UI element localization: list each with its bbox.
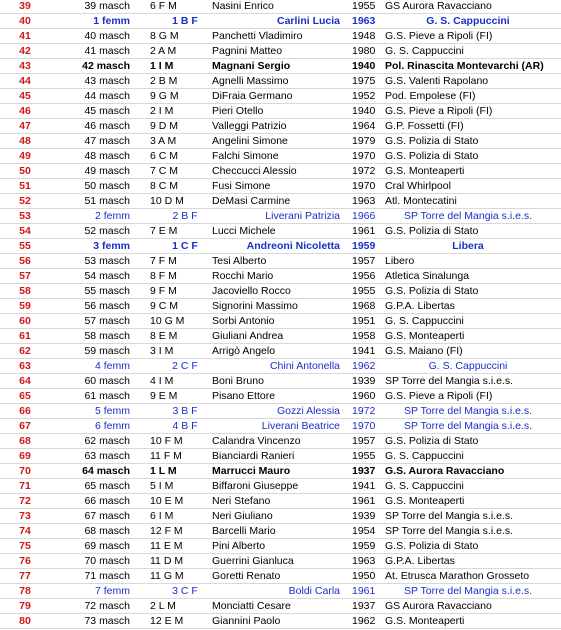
category-count-cell: 56 masch	[84, 300, 130, 312]
table-row	[0, 509, 561, 524]
birth-year-cell: 1940	[352, 60, 376, 72]
position-cell: 63	[19, 360, 31, 372]
category-count-cell: 5 femm	[94, 405, 130, 417]
position-cell: 76	[19, 555, 31, 567]
position-cell: 41	[19, 30, 31, 42]
position-cell: 60	[19, 315, 31, 327]
birth-year-cell: 1963	[352, 195, 376, 207]
table-row	[0, 569, 561, 584]
table-row	[0, 434, 561, 449]
position-cell: 67	[19, 420, 31, 432]
birth-year-cell: 1939	[352, 510, 376, 522]
table-row	[0, 449, 561, 464]
class-rank-cell: 8 G M	[150, 30, 179, 42]
birth-year-cell: 1954	[352, 525, 376, 537]
birth-year-cell: 1979	[352, 135, 376, 147]
category-count-cell: 61 masch	[84, 390, 130, 402]
category-count-cell: 59 masch	[84, 345, 130, 357]
class-rank-cell: 2 L M	[150, 600, 176, 612]
table-row	[0, 59, 561, 74]
club-cell: GS Aurora Ravacciano	[385, 0, 492, 12]
class-rank-cell: 7 E M	[150, 225, 178, 237]
table-row	[0, 614, 561, 629]
category-count-cell: 68 masch	[84, 525, 130, 537]
club-cell: G.S. Aurora Ravacciano	[385, 465, 505, 477]
category-count-cell: 6 femm	[94, 420, 130, 432]
class-rank-cell: 2 B M	[150, 75, 178, 87]
category-count-cell: 51 masch	[84, 195, 130, 207]
athlete-name-cell: Checcucci Alessio	[212, 165, 297, 177]
class-rank-cell: 10 D M	[150, 195, 184, 207]
birth-year-cell: 1961	[352, 495, 376, 507]
athlete-name-cell: Calandra Vincenzo	[212, 435, 301, 447]
club-cell: Libero	[385, 255, 415, 267]
class-rank-cell: 1 L M	[150, 465, 177, 477]
birth-year-cell: 1970	[352, 420, 376, 432]
position-cell: 44	[19, 75, 31, 87]
class-rank-cell: 4 I M	[150, 375, 174, 387]
birth-year-cell: 1958	[352, 330, 376, 342]
category-count-cell: 63 masch	[84, 450, 130, 462]
athlete-name-cell: Barcelli Mario	[212, 525, 276, 537]
class-rank-cell: 9 G M	[150, 90, 179, 102]
athlete-name-cell: Pieri Otello	[212, 105, 264, 117]
category-count-cell: 50 masch	[84, 180, 130, 192]
club-cell: G.S. Polizia di Stato	[385, 225, 479, 237]
athlete-name-cell: Neri Giuliano	[212, 510, 273, 522]
table-row	[0, 524, 561, 539]
athlete-name-cell: Carlini Lucia	[276, 15, 340, 27]
category-count-cell: 53 masch	[84, 255, 130, 267]
position-cell: 57	[19, 270, 31, 282]
table-row	[0, 299, 561, 314]
category-count-cell: 42 masch	[82, 60, 130, 72]
club-cell: G. S. Cappuccini	[385, 45, 464, 57]
table-row	[0, 194, 561, 209]
category-count-cell: 48 masch	[84, 150, 130, 162]
category-count-cell: 67 masch	[84, 510, 130, 522]
class-rank-cell: 8 E M	[150, 330, 178, 342]
athlete-name-cell: Pisano Ettore	[212, 390, 276, 402]
table-row	[0, 239, 561, 254]
position-cell: 74	[19, 525, 31, 537]
position-cell: 58	[19, 285, 31, 297]
class-rank-cell: 8 C M	[150, 180, 179, 192]
position-cell: 50	[19, 165, 31, 177]
birth-year-cell: 1950	[352, 570, 376, 582]
athlete-name-cell: Guerrini Gianluca	[212, 555, 294, 567]
athlete-name-cell: Sorbi Antonio	[212, 315, 275, 327]
table-row	[0, 89, 561, 104]
position-cell: 56	[19, 255, 31, 267]
athlete-name-cell: DiFraia Germano	[212, 90, 293, 102]
club-cell: G.S. Pieve a Ripoli (FI)	[385, 105, 493, 117]
athlete-name-cell: Tesi Alberto	[212, 255, 267, 267]
athlete-name-cell: Bianciardi Ranieri	[212, 450, 295, 462]
birth-year-cell: 1937	[352, 465, 376, 477]
birth-year-cell: 1960	[352, 390, 376, 402]
position-cell: 40	[19, 15, 31, 27]
birth-year-cell: 1972	[352, 165, 376, 177]
table-row	[0, 314, 561, 329]
club-cell: G.S. Monteaperti	[385, 165, 465, 177]
club-cell: G.S. Polizia di Stato	[385, 435, 479, 447]
club-cell: G.S. Pieve a Ripoli (FI)	[385, 390, 493, 402]
table-row	[0, 599, 561, 614]
birth-year-cell: 1961	[352, 585, 376, 597]
table-row	[0, 29, 561, 44]
club-cell: G.S. Polizia di Stato	[385, 135, 479, 147]
club-cell: G. S. Cappuccini	[385, 450, 464, 462]
athlete-name-cell: Panchetti Vladimiro	[212, 30, 303, 42]
athlete-name-cell: Valleggi Patrizio	[212, 120, 287, 132]
birth-year-cell: 1962	[352, 360, 376, 372]
class-rank-cell: 9 C M	[150, 300, 179, 312]
category-count-cell: 44 masch	[84, 90, 130, 102]
class-rank-cell: 12 F M	[150, 525, 183, 537]
birth-year-cell: 1937	[352, 600, 376, 612]
athlete-name-cell: Goretti Renato	[212, 570, 281, 582]
category-count-cell: 7 femm	[94, 585, 130, 597]
birth-year-cell: 1940	[352, 105, 376, 117]
class-rank-cell: 7 C M	[150, 165, 179, 177]
athlete-name-cell: Neri Stefano	[212, 495, 271, 507]
class-rank-cell: 1 C F	[172, 240, 198, 252]
category-count-cell: 60 masch	[84, 375, 130, 387]
category-count-cell: 2 femm	[94, 210, 130, 222]
category-count-cell: 4 femm	[94, 360, 130, 372]
category-count-cell: 40 masch	[84, 30, 130, 42]
club-cell: Pol. Rinascita Montevarchi (AR)	[385, 60, 544, 72]
birth-year-cell: 1948	[352, 30, 376, 42]
club-cell: SP Torre del Mangia s.i.e.s.	[403, 405, 532, 417]
table-row	[0, 134, 561, 149]
category-count-cell: 47 masch	[84, 135, 130, 147]
table-row	[0, 374, 561, 389]
category-count-cell: 65 masch	[84, 480, 130, 492]
athlete-name-cell: Giannini Paolo	[212, 615, 281, 627]
athlete-name-cell: Andreoni Nicoletta	[246, 240, 340, 252]
position-cell: 66	[19, 405, 31, 417]
category-count-cell: 69 masch	[84, 540, 130, 552]
class-rank-cell: 5 I M	[150, 480, 174, 492]
position-cell: 62	[19, 345, 31, 357]
table-row	[0, 44, 561, 59]
class-rank-cell: 3 I M	[150, 345, 174, 357]
table-row	[0, 284, 561, 299]
table-row	[0, 359, 561, 374]
club-cell: Cral Whirlpool	[385, 180, 451, 192]
category-count-cell: 57 masch	[84, 315, 130, 327]
athlete-name-cell: Falchi Simone	[212, 150, 279, 162]
birth-year-cell: 1980	[352, 45, 376, 57]
club-cell: SP Torre del Mangia s.i.e.s.	[385, 510, 514, 522]
position-cell: 51	[19, 180, 31, 192]
athlete-name-cell: Fusi Simone	[212, 180, 271, 192]
club-cell: G. S. Cappuccini	[426, 15, 510, 27]
table-row	[0, 464, 561, 479]
category-count-cell: 54 masch	[84, 270, 130, 282]
birth-year-cell: 1970	[352, 180, 376, 192]
birth-year-cell: 1968	[352, 300, 376, 312]
class-rank-cell: 4 B F	[172, 420, 198, 432]
class-rank-cell: 9 F M	[150, 285, 177, 297]
athlete-name-cell: Boldi Carla	[288, 585, 340, 597]
club-cell: G.S. Valenti Rapolano	[385, 75, 489, 87]
position-cell: 80	[19, 615, 31, 627]
table-row	[0, 269, 561, 284]
club-cell: Atletica Sinalunga	[385, 270, 470, 282]
birth-year-cell: 1970	[352, 150, 376, 162]
birth-year-cell: 1939	[352, 375, 376, 387]
position-cell: 64	[19, 375, 31, 387]
club-cell: At. Etrusca Marathon Grosseto	[385, 570, 530, 582]
class-rank-cell: 9 E M	[150, 390, 178, 402]
birth-year-cell: 1963	[352, 555, 376, 567]
category-count-cell: 49 masch	[84, 165, 130, 177]
category-count-cell: 70 masch	[84, 555, 130, 567]
birth-year-cell: 1955	[352, 450, 376, 462]
class-rank-cell: 9 D M	[150, 120, 179, 132]
club-cell: G.P.A. Libertas	[385, 555, 455, 567]
club-cell: G.S. Monteaperti	[385, 330, 465, 342]
table-row	[0, 494, 561, 509]
class-rank-cell: 12 E M	[150, 615, 184, 627]
club-cell: SP Torre del Mangia s.i.e.s.	[403, 420, 532, 432]
position-cell: 68	[19, 435, 31, 447]
table-row	[0, 0, 561, 14]
class-rank-cell: 10 G M	[150, 315, 185, 327]
athlete-name-cell: Monciatti Cesare	[212, 600, 291, 612]
category-count-cell: 39 masch	[84, 0, 130, 12]
position-cell: 75	[19, 540, 31, 552]
club-cell: G.S. Maiano (FI)	[385, 345, 463, 357]
class-rank-cell: 3 A M	[150, 135, 177, 147]
category-count-cell: 43 masch	[84, 75, 130, 87]
club-cell: SP Torre del Mangia s.i.e.s.	[403, 585, 532, 597]
birth-year-cell: 1941	[352, 345, 376, 357]
club-cell: G. S. Cappuccini	[385, 480, 464, 492]
class-rank-cell: 10 F M	[150, 435, 183, 447]
club-cell: GS Aurora Ravacciano	[385, 600, 492, 612]
class-rank-cell: 2 I M	[150, 105, 174, 117]
class-rank-cell: 2 C F	[172, 360, 198, 372]
category-count-cell: 41 masch	[84, 45, 130, 57]
table-row	[0, 554, 561, 569]
table-row	[0, 344, 561, 359]
athlete-name-cell: Liverani Beatrice	[261, 420, 340, 432]
class-rank-cell: 11 G M	[150, 570, 184, 582]
position-cell: 54	[19, 225, 31, 237]
position-cell: 55	[19, 240, 31, 252]
club-cell: G.P.A. Libertas	[385, 300, 455, 312]
birth-year-cell: 1955	[352, 0, 376, 12]
birth-year-cell: 1972	[352, 405, 376, 417]
table-row	[0, 164, 561, 179]
position-cell: 65	[19, 390, 31, 402]
position-cell: 46	[19, 105, 31, 117]
athlete-name-cell: Nasini Enrico	[212, 0, 274, 12]
category-count-cell: 58 masch	[84, 330, 130, 342]
athlete-name-cell: Signorini Massimo	[212, 300, 298, 312]
position-cell: 77	[19, 570, 31, 582]
club-cell: G.S. Monteaperti	[385, 615, 465, 627]
birth-year-cell: 1956	[352, 270, 376, 282]
birth-year-cell: 1962	[352, 615, 376, 627]
club-cell: G.S. Pieve a Ripoli (FI)	[385, 30, 493, 42]
position-cell: 52	[19, 195, 31, 207]
table-row	[0, 179, 561, 194]
position-cell: 78	[19, 585, 31, 597]
class-rank-cell: 2 B F	[172, 210, 198, 222]
athlete-name-cell: Agnelli Massimo	[212, 75, 289, 87]
table-row	[0, 584, 561, 599]
position-cell: 45	[19, 90, 31, 102]
class-rank-cell: 6 I M	[150, 510, 174, 522]
position-cell: 69	[19, 450, 31, 462]
position-cell: 42	[19, 45, 31, 57]
category-count-cell: 1 femm	[93, 15, 130, 27]
class-rank-cell: 7 F M	[150, 255, 177, 267]
table-row	[0, 254, 561, 269]
class-rank-cell: 8 F M	[150, 270, 177, 282]
category-count-cell: 45 masch	[84, 105, 130, 117]
position-cell: 53	[19, 210, 31, 222]
position-cell: 59	[19, 300, 31, 312]
athlete-name-cell: Liverani Patrizia	[265, 210, 340, 222]
club-cell: G.P. Fossetti (FI)	[385, 120, 464, 132]
table-row	[0, 14, 561, 29]
position-cell: 49	[19, 150, 31, 162]
birth-year-cell: 1941	[352, 480, 376, 492]
table-row	[0, 104, 561, 119]
birth-year-cell: 1964	[352, 120, 376, 132]
birth-year-cell: 1959	[352, 240, 376, 252]
category-count-cell: 52 masch	[84, 225, 130, 237]
position-cell: 47	[19, 120, 31, 132]
birth-year-cell: 1966	[352, 210, 376, 222]
table-row	[0, 149, 561, 164]
athlete-name-cell: Gozzi Alessia	[276, 405, 340, 417]
class-rank-cell: 2 A M	[150, 45, 177, 57]
athlete-name-cell: Magnani Sergio	[212, 60, 291, 72]
club-cell: G.S. Monteaperti	[385, 495, 465, 507]
athlete-name-cell: DeMasi Carmine	[212, 195, 291, 207]
table-row	[0, 74, 561, 89]
birth-year-cell: 1959	[352, 540, 376, 552]
club-cell: G.S. Polizia di Stato	[385, 540, 479, 552]
club-cell: Atl. Montecatini	[385, 195, 457, 207]
athlete-name-cell: Boni Bruno	[212, 375, 264, 387]
table-row	[0, 404, 561, 419]
athlete-name-cell: Arrigò Angelo	[212, 345, 276, 357]
position-cell: 48	[19, 135, 31, 147]
athlete-name-cell: Chini Antonella	[269, 360, 340, 372]
table-row	[0, 224, 561, 239]
athlete-name-cell: Marrucci Mauro	[212, 465, 291, 477]
athlete-name-cell: Biffaroni Giuseppe	[212, 480, 299, 492]
club-cell: G. S. Cappuccini	[428, 360, 508, 372]
athlete-name-cell: Lucci Michele	[212, 225, 276, 237]
birth-year-cell: 1951	[352, 315, 376, 327]
class-rank-cell: 10 E M	[150, 495, 184, 507]
club-cell: Pod. Empolese (FI)	[385, 90, 476, 102]
birth-year-cell: 1957	[352, 435, 376, 447]
category-count-cell: 66 masch	[84, 495, 130, 507]
birth-year-cell: 1961	[352, 225, 376, 237]
category-count-cell: 3 femm	[93, 240, 130, 252]
table-row	[0, 479, 561, 494]
position-cell: 79	[19, 600, 31, 612]
athlete-name-cell: Rocchi Mario	[212, 270, 274, 282]
category-count-cell: 72 masch	[84, 600, 130, 612]
category-count-cell: 62 masch	[84, 435, 130, 447]
club-cell: G. S. Cappuccini	[385, 315, 464, 327]
category-count-cell: 73 masch	[84, 615, 130, 627]
class-rank-cell: 11 F M	[150, 450, 182, 462]
class-rank-cell: 3 B F	[172, 405, 198, 417]
category-count-cell: 46 masch	[84, 120, 130, 132]
position-cell: 72	[19, 495, 31, 507]
club-cell: SP Torre del Mangia s.i.e.s.	[385, 375, 514, 387]
category-count-cell: 55 masch	[84, 285, 130, 297]
class-rank-cell: 3 C F	[172, 585, 198, 597]
athlete-name-cell: Giuliani Andrea	[212, 330, 284, 342]
category-count-cell: 64 masch	[82, 465, 130, 477]
birth-year-cell: 1963	[352, 15, 376, 27]
position-cell: 39	[19, 0, 31, 12]
club-cell: G.S. Polizia di Stato	[385, 150, 479, 162]
table-row	[0, 389, 561, 404]
club-cell: G.S. Polizia di Stato	[385, 285, 479, 297]
position-cell: 70	[19, 465, 31, 477]
birth-year-cell: 1952	[352, 90, 376, 102]
table-row	[0, 119, 561, 134]
birth-year-cell: 1957	[352, 255, 376, 267]
class-rank-cell: 1 I M	[150, 60, 174, 72]
class-rank-cell: 1 B F	[172, 15, 198, 27]
class-rank-cell: 11 E M	[150, 540, 183, 552]
table-row	[0, 329, 561, 344]
birth-year-cell: 1955	[352, 285, 376, 297]
club-cell: Libera	[452, 240, 484, 252]
class-rank-cell: 6 F M	[150, 0, 177, 12]
table-row	[0, 209, 561, 224]
athlete-name-cell: Jacoviello Rocco	[212, 285, 291, 297]
position-cell: 71	[19, 480, 31, 492]
athlete-name-cell: Pagnini Matteo	[212, 45, 283, 57]
club-cell: SP Torre del Mangia s.i.e.s.	[385, 525, 514, 537]
athlete-name-cell: Angelini Simone	[212, 135, 288, 147]
table-row	[0, 419, 561, 434]
position-cell: 61	[19, 330, 31, 342]
athlete-name-cell: Pini Alberto	[212, 540, 266, 552]
club-cell: SP Torre del Mangia s.i.e.s.	[403, 210, 532, 222]
position-cell: 73	[19, 510, 31, 522]
table-row	[0, 539, 561, 554]
category-count-cell: 71 masch	[84, 570, 130, 582]
class-rank-cell: 11 D M	[150, 555, 184, 567]
birth-year-cell: 1975	[352, 75, 376, 87]
position-cell: 43	[19, 60, 31, 72]
class-rank-cell: 6 C M	[150, 150, 179, 162]
